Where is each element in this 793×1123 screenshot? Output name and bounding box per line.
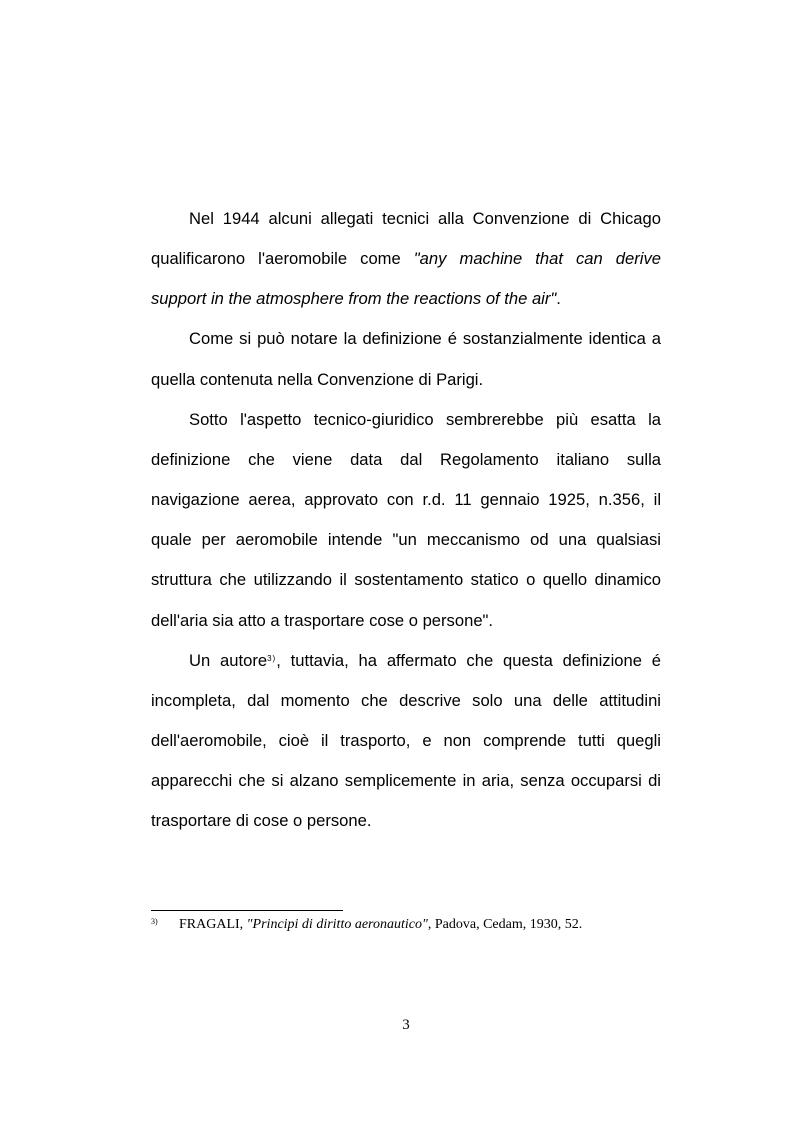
- footnote-title: "Principi di diritto aeronautico": [246, 917, 428, 932]
- chicago-definition-quote: "any machine that can derive support in the atmosphere from the reactions of the air": [151, 249, 662, 309]
- paragraph-1-end: .: [556, 289, 561, 309]
- footnote-separator: [151, 910, 343, 911]
- page-number: 3: [402, 1017, 410, 1033]
- footnote: 3) FRAGALI, "Principi di diritto aeronautico", Padova, Cedam, 1930, 52.: [151, 917, 583, 932]
- paragraph-paris-convention: [151, 319, 661, 399]
- paragraph-author-critique: [151, 641, 661, 842]
- paragraph-4-start: Un autore: [189, 650, 268, 670]
- paragraph-1-text: Nel 1944 alcuni allegati tecnici alla Convenzione di Chicago qualificarono l'aeromobile come: [151, 209, 661, 269]
- paragraph-4-text: , tuttavia, ha affermato che questa definizione é incompleta, dal momento che descrive solo una delle attitudini dell'aeromobile, cioè il trasporto, e non comprende tutti quegli apparecchi che si alzano semplicemente in aria, senza occuparsi di trasportare di cose o persone.: [151, 650, 661, 831]
- footnote-author: FRAGALI,: [179, 917, 247, 932]
- footnote-reference[interactable]: 3): [267, 653, 277, 663]
- paragraph-chicago-convention: [151, 199, 661, 319]
- body-text: [151, 199, 661, 842]
- paragraph-2-text: Come si può notare la definizione é sostanzialmente identica a quella contenuta nella Convenzione di Parigi.: [151, 329, 661, 389]
- paragraph-3-text: Sotto l'aspetto tecnico-giuridico sembrerebbe più esatta la definizione che viene data dal Regolamento italiano sulla navigazione aerea, approvato con r.d. 11 gennaio 1925, n.356, il quale per aeromobile intende "un meccanismo od una qualsiasi struttura che utilizzando il sostentamento statico o quello dinamico dell'aria sia atto a trasportare cose o persone".: [151, 409, 661, 630]
- footnote-details: , Padova, Cedam, 1930, 52.: [427, 917, 583, 932]
- paragraph-italian-regulation: [151, 400, 661, 641]
